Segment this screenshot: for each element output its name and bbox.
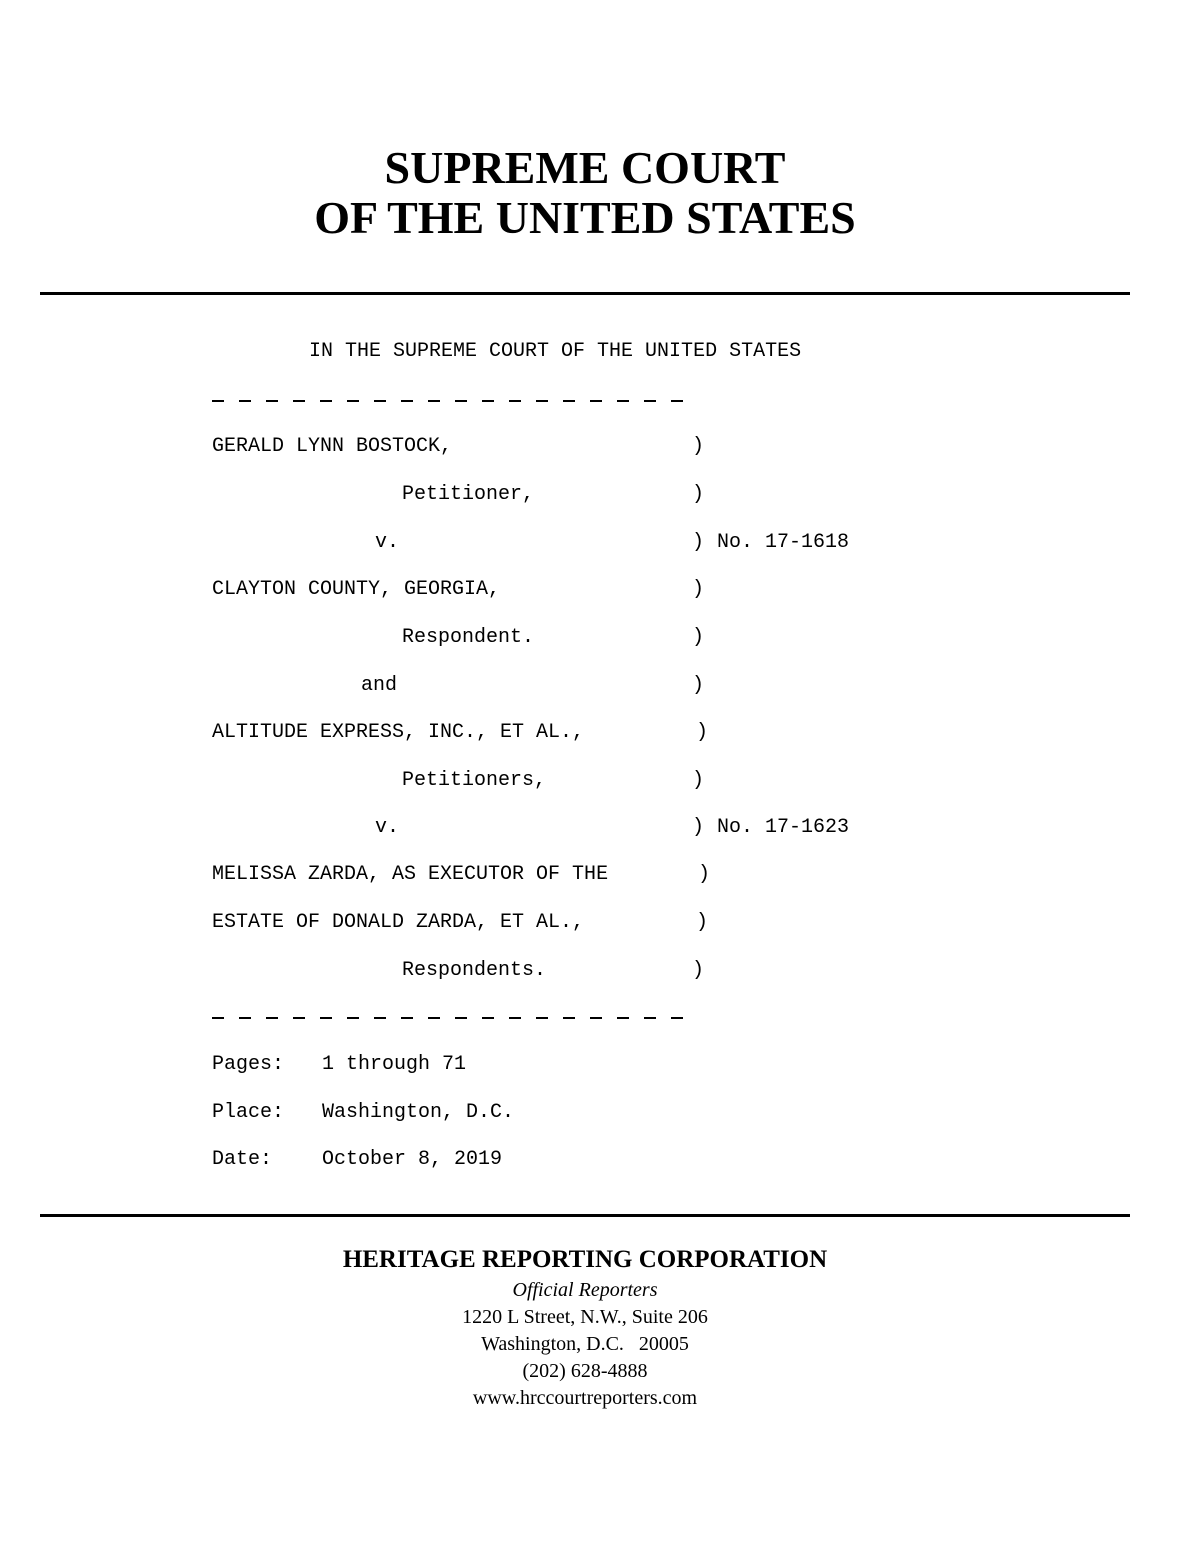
case2-petitioner-name: ALTITUDE EXPRESS, INC., ET AL., — [212, 721, 585, 744]
caption-paren: ) — [692, 483, 705, 506]
caption-paren: ) — [698, 863, 711, 886]
case1-docket-number: No. 17-1618 — [717, 531, 850, 554]
title-line-1: SUPREME COURT — [384, 142, 786, 193]
case2-respondent-name-line2: ESTATE OF DONALD ZARDA, ET AL., — [212, 911, 585, 934]
caption-paren: ) — [692, 959, 705, 982]
case1-respondent-role: Respondent. — [402, 626, 535, 649]
caption-paren: ) — [692, 531, 705, 554]
caption-paren: ) — [696, 911, 709, 934]
place-label: Place: — [212, 1101, 285, 1124]
case1-versus: v. — [375, 531, 400, 554]
court-line: IN THE SUPREME COURT OF THE UNITED STATES — [309, 340, 802, 363]
caption-paren: ) — [692, 435, 705, 458]
reporter-address: 1220 L Street, N.W., Suite 206 — [462, 1306, 708, 1328]
case2-docket-number: No. 17-1623 — [717, 816, 850, 839]
caption-paren: ) — [692, 769, 705, 792]
dashed-separator-bottom — [212, 1017, 698, 1019]
case1-petitioner-role: Petitioner, — [402, 483, 535, 506]
caption-paren: ) — [692, 816, 705, 839]
case2-versus: v. — [375, 816, 400, 839]
title-line-2: OF THE UNITED STATES — [314, 192, 856, 243]
conjunction: and — [361, 674, 398, 697]
pages-value: 1 through 71 — [322, 1053, 467, 1076]
pages-label: Pages: — [212, 1053, 285, 1076]
caption-paren: ) — [692, 674, 705, 697]
reporter-phone: (202) 628-4888 — [522, 1360, 648, 1382]
date-label: Date: — [212, 1148, 273, 1171]
place-value: Washington, D.C. — [322, 1101, 515, 1124]
case1-respondent-name: CLAYTON COUNTY, GEORGIA, — [212, 578, 501, 601]
dashed-separator-top — [212, 400, 698, 402]
reporter-city: Washington, D.C. 20005 — [481, 1333, 689, 1355]
caption-paren: ) — [696, 721, 709, 744]
reporter-subtitle: Official Reporters — [512, 1279, 658, 1301]
case1-petitioner-name: GERALD LYNN BOSTOCK, — [212, 435, 453, 458]
reporter-company-name: HERITAGE REPORTING CORPORATION — [342, 1246, 828, 1273]
case2-petitioner-role: Petitioners, — [402, 769, 547, 792]
case2-respondent-role: Respondents. — [402, 959, 547, 982]
reporter-website: www.hrccourtreporters.com — [472, 1387, 698, 1409]
top-divider — [40, 292, 1130, 295]
case2-respondent-name-line1: MELISSA ZARDA, AS EXECUTOR OF THE — [212, 863, 609, 886]
date-value: October 8, 2019 — [322, 1148, 503, 1171]
bottom-divider — [40, 1214, 1130, 1217]
caption-paren: ) — [692, 626, 705, 649]
caption-paren: ) — [692, 578, 705, 601]
